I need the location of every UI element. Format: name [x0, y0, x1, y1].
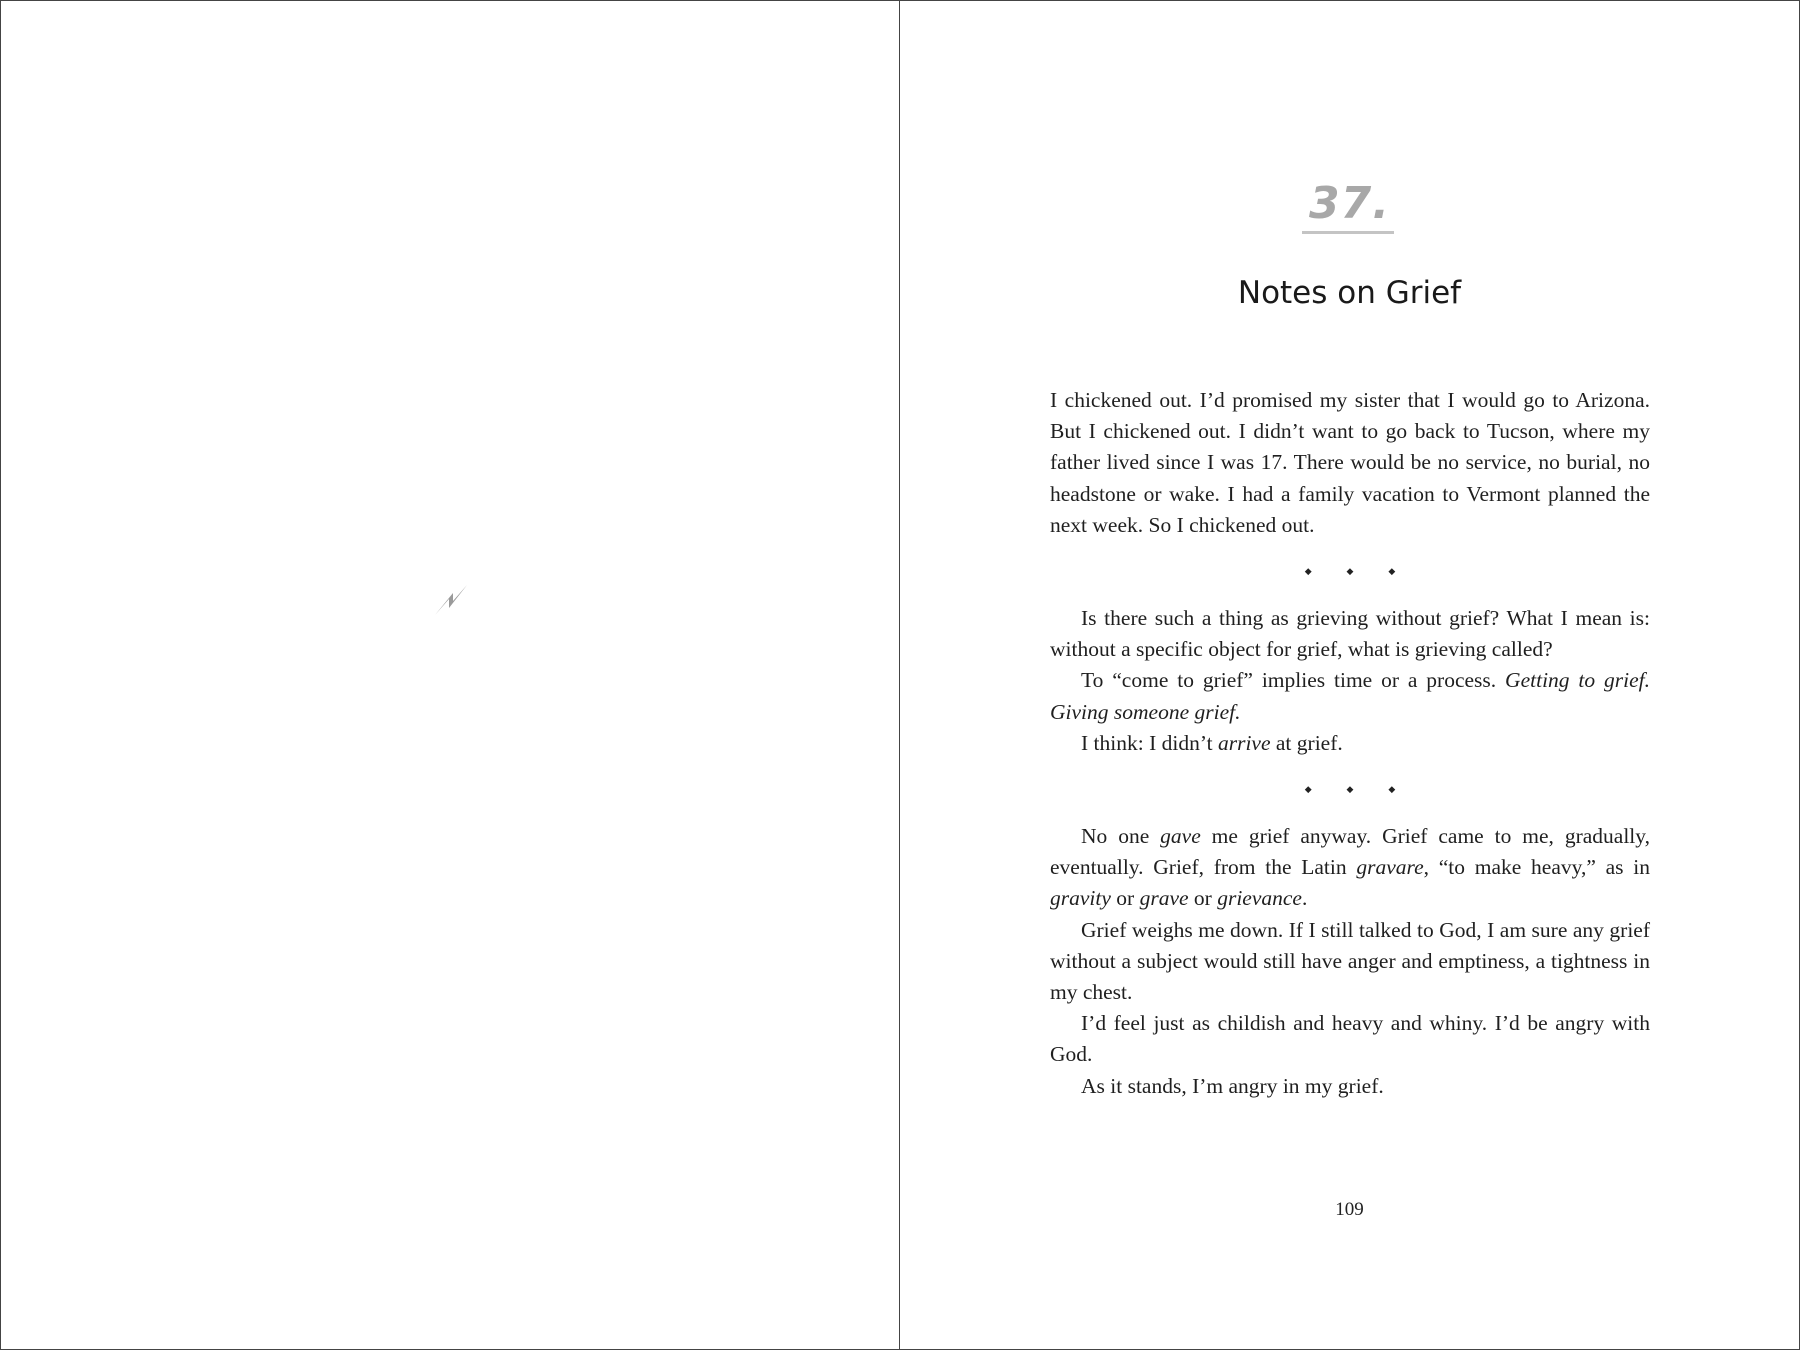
chapter-body: [1050, 385, 1650, 1102]
section-break-glyphs: ◆ ◆ ◆: [1304, 785, 1412, 796]
paragraph-text: , “to make heavy,” as in: [1423, 855, 1650, 880]
chapter-number-underline: [1302, 231, 1394, 234]
section-break: [1050, 541, 1650, 603]
lightning-bolt-icon: [433, 581, 469, 617]
paragraph: [1050, 821, 1650, 915]
paragraph-text: or: [1188, 886, 1218, 911]
paragraph-text: I think: I didn’t: [1081, 730, 1218, 755]
paragraph: [1050, 665, 1650, 727]
paragraph-text: or: [1110, 886, 1140, 911]
right-page: [899, 0, 1800, 1350]
emphasis-text: grievance: [1217, 886, 1302, 911]
paragraph-text: .: [1301, 886, 1308, 911]
paragraph: [1050, 728, 1650, 759]
chapter-number: 37.: [1309, 178, 1390, 229]
chapter-title: Notes on Grief: [1237, 275, 1462, 311]
paragraph: Is there such a thing as grieving without grief? What I mean is: without a specific object for grief, what is grieving called?: [1050, 606, 1650, 662]
emphasis-text: gravare: [1356, 855, 1424, 880]
paragraph: As it stands, I’m angry in my grief.: [1081, 1073, 1384, 1098]
section-break-glyphs: ◆ ◆ ◆: [1304, 567, 1412, 578]
page-number: 109: [1335, 1199, 1364, 1220]
paragraph-text: me grief anyway. Grief came to me, gradually, eventually. Grief, from the Latin: [1050, 824, 1650, 880]
paragraph-text: To “come to grief” implies time or a process.: [1081, 668, 1506, 693]
section-break: [1050, 759, 1650, 821]
emphasis-text: gravity: [1050, 886, 1111, 911]
paragraph: I’d feel just as childish and heavy and whiny. I’d be angry with God.: [1050, 1011, 1650, 1067]
emphasis-text: arrive: [1217, 730, 1271, 755]
paragraph: I chickened out. I’d promised my sister that I would go to Arizona. But I chickened out. I didn’t want to go back to Tucson, where my father lived since I was 17. There would be no service, no burial, no headstone or wake. I had a family vacation to Vermont planned the next week. So I chickened out.: [1050, 388, 1650, 537]
emphasis-text: grave: [1139, 886, 1189, 911]
emphasis-text: Getting to grief. Giving someone grief.: [1050, 668, 1650, 724]
paragraph-text: at grief.: [1270, 730, 1343, 755]
paragraph-text: No one: [1081, 824, 1161, 849]
paragraph: Grief weighs me down. If I still talked to God, I am sure any grief without a subject would still have anger and emptiness, a tightness in my chest.: [1050, 917, 1650, 1005]
emphasis-text: gave: [1160, 824, 1201, 849]
